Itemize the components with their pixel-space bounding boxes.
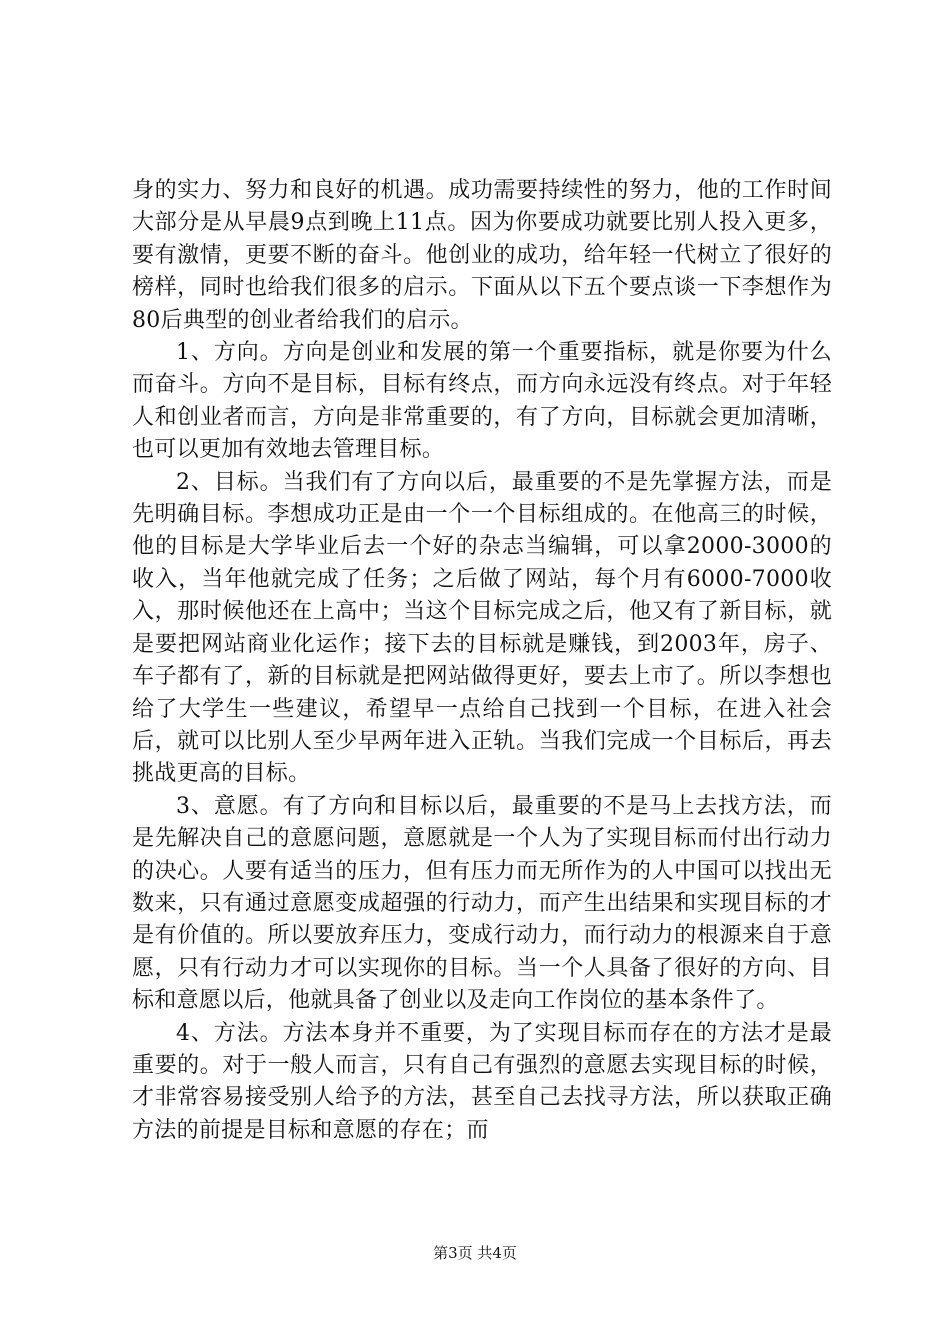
page-footer	[0, 1243, 950, 1263]
paragraph-method: 4、方法。方法本身并不重要，为了实现目标而存在的方法才是最重要的。对于一般人而言，只有自己有强烈的意愿去实现目标的时候，才非常容易接受别人给予的方法，甚至自己去找寻方法，所以获取正确方法的前提是目标和意愿的存在；而	[132, 1020, 832, 1143]
paragraph-goal: 2、目标。当我们有了方向以后，最重要的不是先掌握方法，而是先明确目标。李想成功正是由一个一个目标组成的。在他高三的时候，他的目标是大学毕业后去一个好的杂志当编辑，可以拿2000-3000的收入，当年他就完成了任务；之后做了网站，每个月有6000-7000收入，那时候他还在上高中；当这个目标完成之后，他又有了新目标，就是要把网站商业化运作；接下去的目标就是赚钱，到2003年，房子、车子都有了，新的目标就是把网站做得更好，要去上市了。所以李想也给了大学生一些建议，希望早一点给自己找到一个目标，在进入社会后，就可以比别人至少早两年进入正轨。当我们完成一个目标后，再去挑战更高的目标。	[132, 469, 832, 787]
page-number-label: 第3页 共4页	[433, 1244, 517, 1262]
paragraph-direction: 1、方向。方向是创业和发展的第一个重要指标，就是你要为什么而奋斗。方向不是目标，目标有终点，而方向永远没有终点。对于年轻人和创业者而言，方向是非常重要的，有了方向，目标就会更加清晰，也可以更加有效地去管理目标。	[132, 340, 832, 463]
paragraph-continuation: 身的实力、努力和良好的机遇。成功需要持续性的努力，他的工作时间大部分是从早晨9点到晚上11点。因为你要成功就要比别人投入更多，要有激情，更要不断的奋斗。他创业的成功，给年轻一代树立了很好的榜样，同时也给我们很多的启示。下面从以下五个要点谈一下李想作为80后典型的创业者给我们的启示。	[132, 178, 832, 333]
document-body	[132, 175, 832, 1147]
paragraph-willingness: 3、意愿。有了方向和目标以后，最重要的不是马上去找方法，而是先解决自己的意愿问题，意愿就是一个人为了实现目标而付出行动力的决心。人要有适当的压力，但有压力而无所作为的人中国可以找出无数来，只有通过意愿变成超强的行动力，而产生出结果和实现目标的才是有价值的。所以要放弃压力，变成行动力，而行动力的根源来自于意愿，只有行动力才可以实现你的目标。当一个人具备了很好的方向、目标和意愿以后，他就具备了创业以及走向工作岗位的基本条件了。	[132, 793, 832, 1014]
